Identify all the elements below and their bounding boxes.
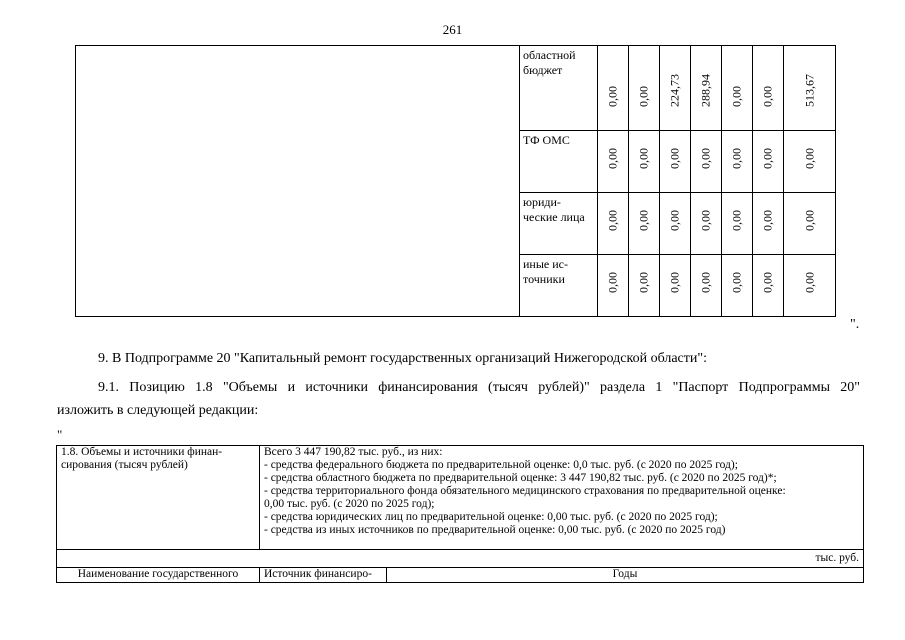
header-years-cell: Годы [387,568,864,583]
value-text: 0,00 [636,86,651,107]
passport-table [56,445,864,583]
value-cell [722,193,753,255]
value-text: 0,00 [729,272,744,293]
table-row [57,550,864,568]
value-cell [598,193,629,255]
value-cell [660,193,691,255]
value-cell [660,255,691,317]
value-text: 0,00 [760,272,775,293]
source-cell: областной бюджет [520,46,598,131]
value-cell [598,131,629,193]
value-cell [753,131,784,193]
passport-line: - средства областного бюджета по предварительной оценке: 3 447 190,82 тыс. руб. (с 2020 по 2025 год)*; [264,472,777,484]
value-cell [784,193,836,255]
value-text: 0,00 [667,272,682,293]
table-row [57,446,864,550]
value-cell [660,46,691,131]
table-row [57,568,864,583]
value-cell [660,131,691,193]
value-cell [784,46,836,131]
passport-line: - средства федерального бюджета по предварительной оценке: 0,0 тыс. руб. (с 2020 по 2025 год); [264,459,738,471]
value-text: 0,00 [698,148,713,169]
value-text: 0,00 [802,210,816,231]
value-cell [629,131,660,193]
value-text: 0,00 [729,210,744,231]
value-text: 0,00 [760,86,775,107]
value-cell [691,255,722,317]
passport-label-cell: 1.8. Объемы и источники финан-сирования (тысяч рублей) [57,446,260,550]
closing-quote: ". [850,317,860,332]
value-text: 0,00 [698,272,713,293]
value-cell [598,255,629,317]
value-cell [629,255,660,317]
value-text: 0,00 [802,272,816,293]
value-text: 513,67 [802,74,816,107]
value-cell [691,46,722,131]
value-cell [629,193,660,255]
value-cell [784,131,836,193]
passport-line: 0,00 тыс. руб. (с 2020 по 2025 год); [264,498,435,510]
value-cell [598,46,629,131]
value-text: 0,00 [636,272,651,293]
value-cell [753,193,784,255]
source-cell: юриди-ческие лица [520,193,598,255]
value-text: 0,00 [605,148,620,169]
value-cell [629,46,660,131]
unit-cell: тыс. руб. [57,550,864,568]
passport-line: - средства юридических лиц по предварительной оценке: 0,00 тыс. руб. (с 2020 по 2025 год); [264,511,718,523]
financing-table [75,45,836,317]
passport-line: - средства территориального фонда обязательного медицинского страхования по предварительной оценке: [264,485,786,497]
value-cell [691,193,722,255]
value-cell [691,131,722,193]
paragraph-subprogram: 9. В Подпрограмме 20 "Капитальный ремонт государственных организаций Нижегородской области": [98,351,707,366]
empty-cell [76,46,520,317]
passport-content-cell [260,446,864,550]
value-text: 224,73 [667,74,682,107]
passport-line: Всего 3 447 190,82 тыс. руб., из них: [264,446,443,458]
value-text: 0,00 [729,86,744,107]
value-text: 0,00 [802,148,816,169]
source-cell: ТФ ОМС [520,131,598,193]
value-text: 0,00 [636,148,651,169]
value-text: 0,00 [667,148,682,169]
value-text: 0,00 [636,210,651,231]
value-text: 0,00 [605,86,620,107]
value-text: 0,00 [605,272,620,293]
value-text: 0,00 [760,148,775,169]
value-text: 288,94 [698,74,713,107]
value-cell [753,46,784,131]
paragraph-position: 9.1. Позицию 1.8 "Объемы и источники финансирования (тысяч рублей)" раздела 1 "Паспорт Подпрограммы 20" [98,380,860,395]
value-cell [722,46,753,131]
value-cell [722,255,753,317]
table-row [76,46,836,131]
value-cell [784,255,836,317]
value-text: 0,00 [605,210,620,231]
value-cell [753,255,784,317]
page-number: 261 [442,22,463,37]
value-text: 0,00 [667,210,682,231]
paragraph-position-continued: изложить в следующей редакции: [57,403,259,418]
value-cell [722,131,753,193]
value-text: 0,00 [760,210,775,231]
passport-line: - средства из иных источников по предварительной оценке: 0,00 тыс. руб. (с 2020 по 2025 год) [264,524,726,536]
value-text: 0,00 [729,148,744,169]
source-cell: иные ис-точники [520,255,598,317]
header-name-cell: Наименование государственного [57,568,260,583]
opening-quote: " [57,427,63,442]
value-text: 0,00 [698,210,713,231]
header-source-cell: Источник финансиро- [260,568,387,583]
